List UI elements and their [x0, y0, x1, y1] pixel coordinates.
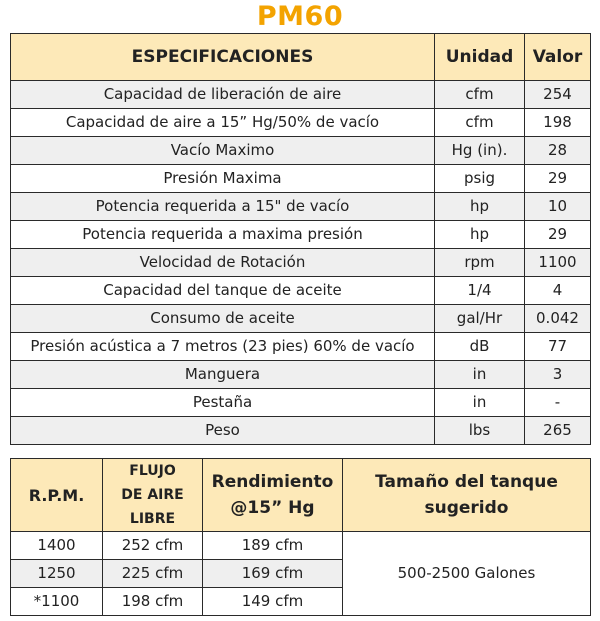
spec-row [11, 193, 591, 221]
spec-row [11, 165, 591, 193]
spec-unit: lbs [435, 417, 525, 445]
spec-value: 10 [525, 193, 591, 221]
spec-value: 3 [525, 361, 591, 389]
spec-row [11, 137, 591, 165]
rpm-header-rpm [11, 459, 103, 532]
spec-unit: dB [435, 333, 525, 361]
rpm-header-tank-line1: Tamaño del tanque [375, 472, 558, 492]
spec-unit: psig [435, 165, 525, 193]
spec-value: 0.042 [525, 305, 591, 333]
rpm-header-performance [203, 459, 343, 532]
spec-name: Manguera [11, 361, 435, 389]
spec-value: 4 [525, 277, 591, 305]
spec-header-row [11, 34, 591, 81]
spec-value: 29 [525, 165, 591, 193]
spec-unit: hp [435, 193, 525, 221]
spec-value: - [525, 389, 591, 417]
rpm-header-flow-line1: FLUJO [129, 463, 176, 479]
rpm-header-flow [103, 459, 203, 532]
spec-value: 265 [525, 417, 591, 445]
spec-name: Velocidad de Rotación [11, 249, 435, 277]
spec-value: 1100 [525, 249, 591, 277]
spec-name: Pestaña [11, 389, 435, 417]
spec-name: Capacidad de liberación de aire [11, 81, 435, 109]
spec-name: Vacío Maximo [11, 137, 435, 165]
spec-header-name: ESPECIFICACIONES [11, 34, 435, 81]
spec-unit: Hg (in). [435, 137, 525, 165]
spec-unit: cfm [435, 109, 525, 137]
spec-name: Capacidad del tanque de aceite [11, 277, 435, 305]
spec-unit: rpm [435, 249, 525, 277]
spec-name: Potencia requerida a 15" de vacío [11, 193, 435, 221]
rpm-header-rpm-label: R.P.M. [28, 485, 85, 505]
spec-row [11, 333, 591, 361]
spec-value: 29 [525, 221, 591, 249]
rpm-table [10, 458, 591, 616]
spec-unit: cfm [435, 81, 525, 109]
specifications-table [10, 33, 591, 445]
spec-unit: hp [435, 221, 525, 249]
spec-value: 28 [525, 137, 591, 165]
spec-name: Consumo de aceite [11, 305, 435, 333]
rpm-row [11, 532, 591, 560]
spec-name: Capacidad de aire a 15” Hg/50% de vacío [11, 109, 435, 137]
spec-row [11, 305, 591, 333]
spec-row [11, 417, 591, 445]
spec-unit: in [435, 389, 525, 417]
rpm-header-flow-line2: DE AIRE [121, 487, 184, 503]
rpm-header-row [11, 459, 591, 532]
flow-value: 252 cfm [103, 532, 203, 560]
spec-name: Peso [11, 417, 435, 445]
rpm-value: 1250 [11, 560, 103, 588]
rpm-header-tank-line2: sugerido [424, 498, 509, 518]
spec-header-unit: Unidad [435, 34, 525, 81]
spec-row [11, 389, 591, 417]
spec-unit: in [435, 361, 525, 389]
flow-value: 198 cfm [103, 588, 203, 616]
spec-name: Presión Maxima [11, 165, 435, 193]
rpm-header-flow-line3: LIBRE [129, 511, 176, 527]
spec-value: 254 [525, 81, 591, 109]
spec-value: 77 [525, 333, 591, 361]
suggested-tank-size: 500-2500 Galones [343, 532, 591, 616]
page-title: PM60 [256, 1, 344, 32]
rpm-header-tank [343, 459, 591, 532]
spec-value: 198 [525, 109, 591, 137]
spec-row [11, 109, 591, 137]
spec-unit: gal/Hr [435, 305, 525, 333]
spec-name: Presión acústica a 7 metros (23 pies) 60% de vacío [11, 333, 435, 361]
spec-row [11, 277, 591, 305]
performance-value: 169 cfm [203, 560, 343, 588]
spec-unit: 1/4 [435, 277, 525, 305]
spec-row [11, 221, 591, 249]
flow-value: 225 cfm [103, 560, 203, 588]
rpm-header-perf-line1: Rendimiento [211, 472, 334, 492]
rpm-value: *1100 [11, 588, 103, 616]
spec-name: Potencia requerida a maxima presión [11, 221, 435, 249]
spec-row [11, 249, 591, 277]
rpm-header-perf-line2: @15” Hg [230, 498, 315, 518]
performance-value: 189 cfm [203, 532, 343, 560]
spec-row [11, 81, 591, 109]
spec-header-value: Valor [525, 34, 591, 81]
spec-row [11, 361, 591, 389]
rpm-value: 1400 [11, 532, 103, 560]
performance-value: 149 cfm [203, 588, 343, 616]
